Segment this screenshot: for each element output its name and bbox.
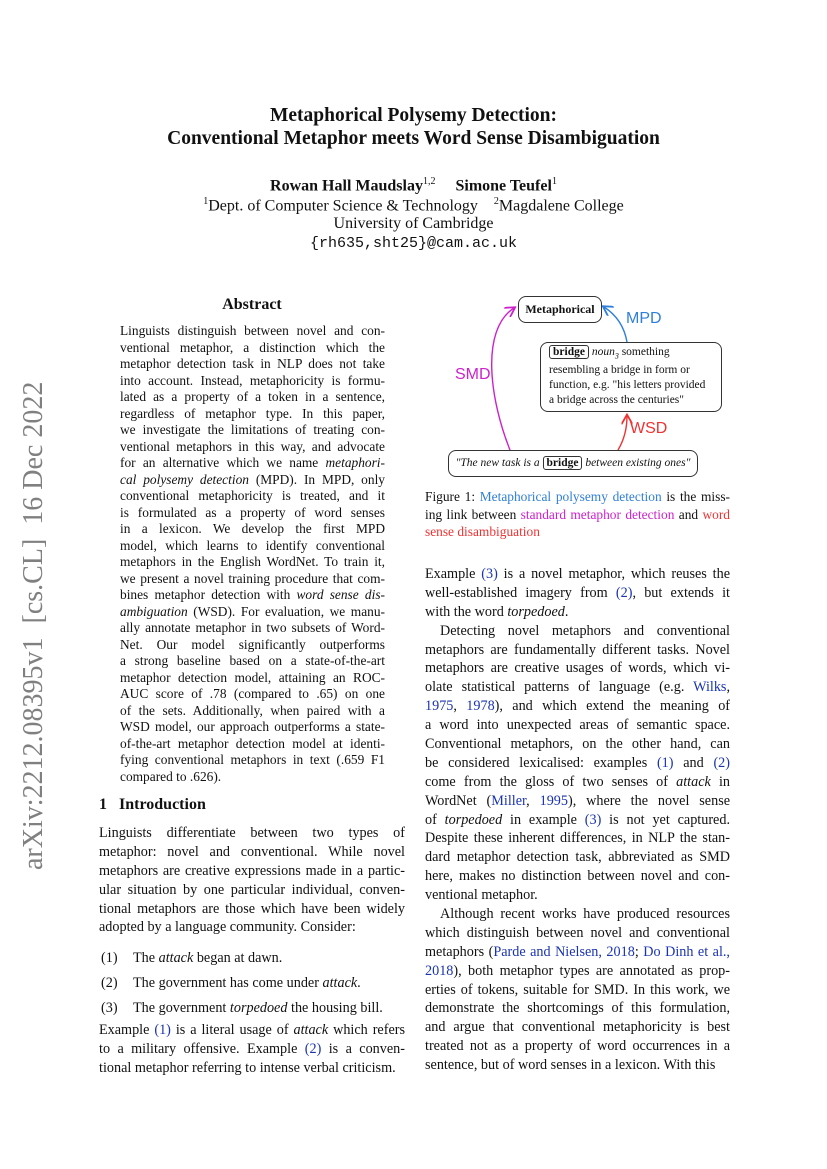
wsd-label: WSD	[630, 420, 668, 437]
text-line	[425, 773, 730, 792]
italic-text: torpedoed	[444, 811, 503, 828]
example-text	[133, 973, 361, 998]
text-segment: The government	[133, 1000, 230, 1016]
text-line	[99, 1040, 405, 1059]
text-segment: Example	[99, 1022, 155, 1038]
intro-paragraph-2	[99, 1021, 405, 1078]
citation-link[interactable]: 1995	[539, 792, 568, 809]
text-segment: word	[702, 506, 730, 522]
text-segment: is the miss-	[661, 489, 731, 504]
text-segment: ), where the novel sense	[567, 792, 731, 809]
text-line: Net. Our model significantly outperforms	[120, 636, 385, 652]
text-segment: be considered lexicalised: examples	[425, 754, 657, 771]
text-line: and argue that conventional metaphoricity is best	[425, 1019, 730, 1036]
text-segment: Metaphorical polysemy detection	[479, 489, 662, 504]
text-line: conventional metaphoricity is treated, and it	[120, 488, 385, 503]
text-line	[425, 962, 730, 981]
text-line: metaphors in the English WordNet. To train it,	[120, 554, 385, 569]
text-segment: come from the gloss of two senses of	[425, 773, 677, 790]
text-line: ventional metaphor, a distinction which the	[120, 339, 385, 355]
text-segment: in example	[502, 811, 585, 828]
text-segment: .	[357, 975, 361, 991]
text-segment: ,	[526, 792, 540, 809]
text-segment: WordNet (	[425, 792, 492, 809]
example-item	[99, 998, 405, 1023]
text-segment: which refers	[328, 1022, 405, 1038]
text-line: erties of tokens, suitable for SMD. In this work, we	[425, 981, 730, 998]
text-line: dard metaphor detection task, abbreviated as SMD	[425, 849, 730, 866]
text-line	[425, 523, 730, 541]
gloss-line: resembling a bridge in form or	[549, 364, 690, 377]
mpd-arrow	[604, 307, 627, 342]
text-segment: with the word	[425, 603, 508, 620]
text-line: of the sets. Additionally, when paired with a	[120, 702, 385, 718]
citation-link[interactable]: Parde and Nielsen, 2018	[493, 943, 635, 960]
arxiv-stamp: arXiv:2212.08395v1 [cs.CL] 16 Dec 2022	[18, 381, 49, 870]
text-line: Linguists distinguish between novel and con-	[120, 323, 385, 338]
text-line: adopted by a language community. Consider:	[99, 919, 356, 936]
paper-title-line-1: Metaphorical Polysemy Detection:	[270, 105, 557, 126]
text-line	[120, 604, 385, 621]
intro-paragraph-1	[99, 824, 405, 937]
aff-1-sup: 1	[203, 196, 209, 207]
italic-text: attack	[293, 1022, 329, 1038]
text-line: into account. Instead, metaphoricity is formu-	[120, 372, 385, 388]
text-line	[425, 754, 730, 773]
text-line	[99, 1021, 405, 1040]
gloss-line: something	[621, 346, 670, 358]
text-line: a word into unexpected areas of semantic space.	[425, 717, 730, 734]
text-line: of-the-art metaphor detection model at identi-	[120, 735, 385, 751]
right-column-body	[425, 565, 730, 1075]
author-1: Rowan Hall Maudslay	[270, 177, 423, 195]
gloss-pos: noun	[591, 346, 615, 358]
italic-text: attack	[158, 950, 194, 966]
text-line: we investigate the limitations of treating con-	[120, 422, 385, 437]
wsd-arrow	[618, 416, 627, 450]
text-line: metaphor detection task in NLP does not take	[120, 356, 385, 371]
italic-text: ambiguation	[120, 603, 188, 619]
text-line: metaphors are fundamentally different tasks. Novel	[425, 641, 730, 658]
gloss-sense-number: 3	[614, 351, 619, 361]
italic-text: torpedoed	[229, 1000, 288, 1016]
example-number: (2)	[101, 975, 118, 991]
text-segment: The	[133, 950, 159, 966]
text-line	[425, 792, 730, 811]
text-line: treated not as a property of word occurrences in a	[425, 1038, 730, 1055]
gloss-line: a bridge across the centuries"	[549, 394, 684, 407]
figure-caption	[425, 488, 730, 541]
sentence-prefix: "The new task is a	[455, 457, 540, 469]
italic-text: attack	[322, 975, 358, 991]
sentence-node	[448, 450, 698, 477]
citation-link[interactable]: Do Dinh et al.,	[643, 943, 730, 960]
example-number: (1)	[101, 950, 118, 966]
text-line: sentence, but of word senses in a lexicon. With this	[425, 1057, 716, 1074]
example-item	[99, 973, 405, 998]
author-2-sup: 1	[551, 176, 557, 187]
text-line	[425, 697, 730, 716]
text-line: Despite these inherent differences, in NLP the stan-	[425, 830, 730, 847]
smd-label: SMD	[455, 366, 491, 383]
citation-link[interactable]: (3)	[481, 566, 498, 582]
sentence-suffix: between existing ones"	[585, 457, 691, 469]
text-segment: to a military offensive. Example	[99, 1040, 305, 1057]
text-line: ally annotate metaphor in two subsets of Word-	[120, 620, 385, 635]
citation-link[interactable]: (3)	[584, 811, 602, 828]
citation-link[interactable]: (2)	[713, 754, 730, 771]
text-segment: metaphors (	[425, 943, 494, 960]
text-line: we present a novel training procedure that com-	[120, 570, 385, 586]
university: University of Cambridge	[333, 215, 494, 232]
citation-link[interactable]: Wilks	[693, 679, 727, 696]
text-segment: olate statistical patterns of language (e.g.	[425, 679, 694, 696]
text-segment: ing link between	[425, 506, 521, 522]
text-line: fying conventional metaphors in text (.659 F1	[120, 752, 385, 767]
text-segment: sense disambiguation	[425, 524, 540, 539]
text-segment: (MPD). In MPD, only	[248, 471, 385, 487]
text-segment: .	[564, 603, 569, 620]
text-line: which distinguish between novel and conventional	[425, 924, 730, 941]
text-segment: ), and which extend the meaning of	[494, 698, 731, 715]
text-line	[425, 506, 730, 524]
text-segment: ;	[634, 943, 644, 960]
text-segment: is not yet captured.	[601, 811, 730, 828]
citation-link[interactable]: 1978	[466, 698, 495, 715]
citation-link[interactable]: 2018	[425, 962, 454, 979]
text-line: demonstrate the shortcomings of this formulation,	[425, 1000, 730, 1017]
text-line: here, makes no distinction between novel and con-	[425, 868, 730, 885]
text-segment: bines metaphor detection with	[120, 587, 297, 602]
text-segment: in	[710, 773, 730, 790]
examples-list	[99, 948, 405, 1023]
abstract-heading: Abstract	[222, 296, 282, 313]
text-line: WSD model, our approach outperforms a state-	[120, 719, 385, 734]
text-line: metaphor detection model, attaining an ROC-	[120, 669, 385, 685]
sentence-target-word: bridge	[543, 456, 583, 470]
text-line: Conventional metaphors, on the other hand, can	[425, 736, 730, 753]
italic-text: metaphori-	[325, 455, 385, 470]
text-line: ular situation by one particular individual, conven-	[99, 881, 405, 898]
text-line	[425, 678, 730, 697]
text-segment: standard metaphor detection	[520, 506, 675, 522]
text-line: AUC score of .78 (compared to .65) on one	[120, 686, 385, 701]
text-line: ventional metaphors in this way, and advocate	[120, 438, 385, 454]
italic-text: word sense dis-	[296, 587, 385, 602]
text-line: is formulated as a property of word senses	[120, 504, 385, 520]
italic-text: cal polysemy detection	[120, 471, 249, 487]
gloss-node	[540, 342, 722, 412]
text-segment: began at dawn.	[193, 950, 283, 966]
text-line: ventional metaphor.	[425, 887, 538, 904]
gloss-word: bridge	[549, 345, 589, 359]
affiliation-1: Dept. of Computer Science & Technology	[208, 197, 478, 215]
text-line: metaphors are creative usages of words, which vi-	[425, 660, 730, 677]
author-2: Simone Teufel	[455, 177, 552, 195]
text-line: compared to .626).	[120, 768, 222, 784]
italic-text: torpedoed	[507, 603, 565, 620]
section-number: 1	[99, 796, 107, 813]
text-segment: the housing bill.	[287, 1000, 383, 1016]
citation-link[interactable]: (2)	[615, 584, 633, 601]
text-line	[425, 584, 730, 603]
text-segment: , but extends it	[632, 584, 730, 601]
text-segment: of	[425, 811, 445, 828]
text-segment: (WSD). For evaluation, we manu-	[187, 603, 385, 619]
text-line: model, which learns to identify conventional	[120, 537, 385, 553]
mpd-label: MPD	[626, 310, 662, 327]
text-segment: is a literal usage of	[170, 1022, 294, 1038]
text-segment: ,	[726, 679, 730, 696]
text-line: metaphors are creative expressions made in a partic-	[99, 862, 405, 879]
email: {rh635,sht25}@cam.ac.uk	[309, 235, 518, 252]
text-segment: The government has come under	[133, 975, 323, 991]
section-title: Introduction	[119, 796, 206, 813]
text-line: lated as a property of a token in a sentence,	[120, 389, 385, 404]
text-line	[425, 943, 730, 962]
citation-link[interactable]: (2)	[304, 1040, 322, 1057]
affiliation-2: Magdalene College	[498, 197, 624, 215]
text-line	[425, 565, 730, 584]
author-1-sup: 1,2	[422, 176, 436, 187]
italic-text: attack	[676, 773, 711, 790]
text-segment: and	[674, 506, 703, 522]
metaphorical-node: Metaphorical	[518, 296, 602, 323]
text-segment: well-established imagery from	[425, 584, 616, 601]
paper-title-line-2: Conventional Metaphor meets Word Sense Disambiguation	[167, 128, 660, 149]
citation-link[interactable]: 1975	[425, 698, 454, 715]
text-line: in a lexicon. We develop the first MPD	[120, 521, 385, 536]
text-segment: ), both metaphor types are annotated as prop-	[453, 962, 730, 979]
text-line: tional metaphors are those which have been widely	[99, 900, 405, 917]
section-heading	[99, 796, 206, 814]
text-segment: Example	[425, 566, 482, 582]
example-item	[99, 948, 405, 973]
text-line: Linguists differentiate between two types of	[99, 825, 405, 841]
text-segment: for an alternative which we name	[120, 455, 326, 470]
example-text	[133, 998, 383, 1023]
aff-2-sup: 2	[493, 196, 499, 207]
text-segment: is a novel metaphor, which reuses the	[497, 566, 730, 582]
text-segment: and	[673, 754, 714, 771]
citation-link[interactable]: (1)	[656, 754, 674, 771]
text-line	[120, 587, 385, 604]
example-text	[133, 948, 282, 973]
text-line: Although recent works have produced resources	[440, 906, 730, 923]
text-line: tional metaphor referring to intense verbal criticism.	[99, 1059, 396, 1076]
text-line: a strong baseline based on a state-of-the-art	[120, 653, 385, 668]
figure-arrows	[0, 0, 827, 500]
example-number: (3)	[101, 1000, 118, 1016]
citation-link[interactable]: (1)	[154, 1022, 171, 1038]
text-line	[425, 488, 730, 506]
text-line: regardless of metaphor type. In this paper,	[120, 405, 385, 421]
text-segment: Figure 1:	[425, 489, 480, 504]
gloss-line: function, e.g. "his letters provided	[549, 379, 706, 392]
smd-arrow	[492, 308, 514, 450]
citation-link[interactable]: Miller	[491, 792, 527, 809]
text-line	[425, 811, 730, 830]
text-line: Detecting novel metaphors and conventional	[440, 622, 730, 639]
text-line	[425, 603, 730, 622]
text-segment: is a conven-	[321, 1040, 405, 1057]
text-line: metaphor: novel and conventional. While novel	[99, 843, 405, 860]
text-segment: ,	[453, 698, 467, 715]
